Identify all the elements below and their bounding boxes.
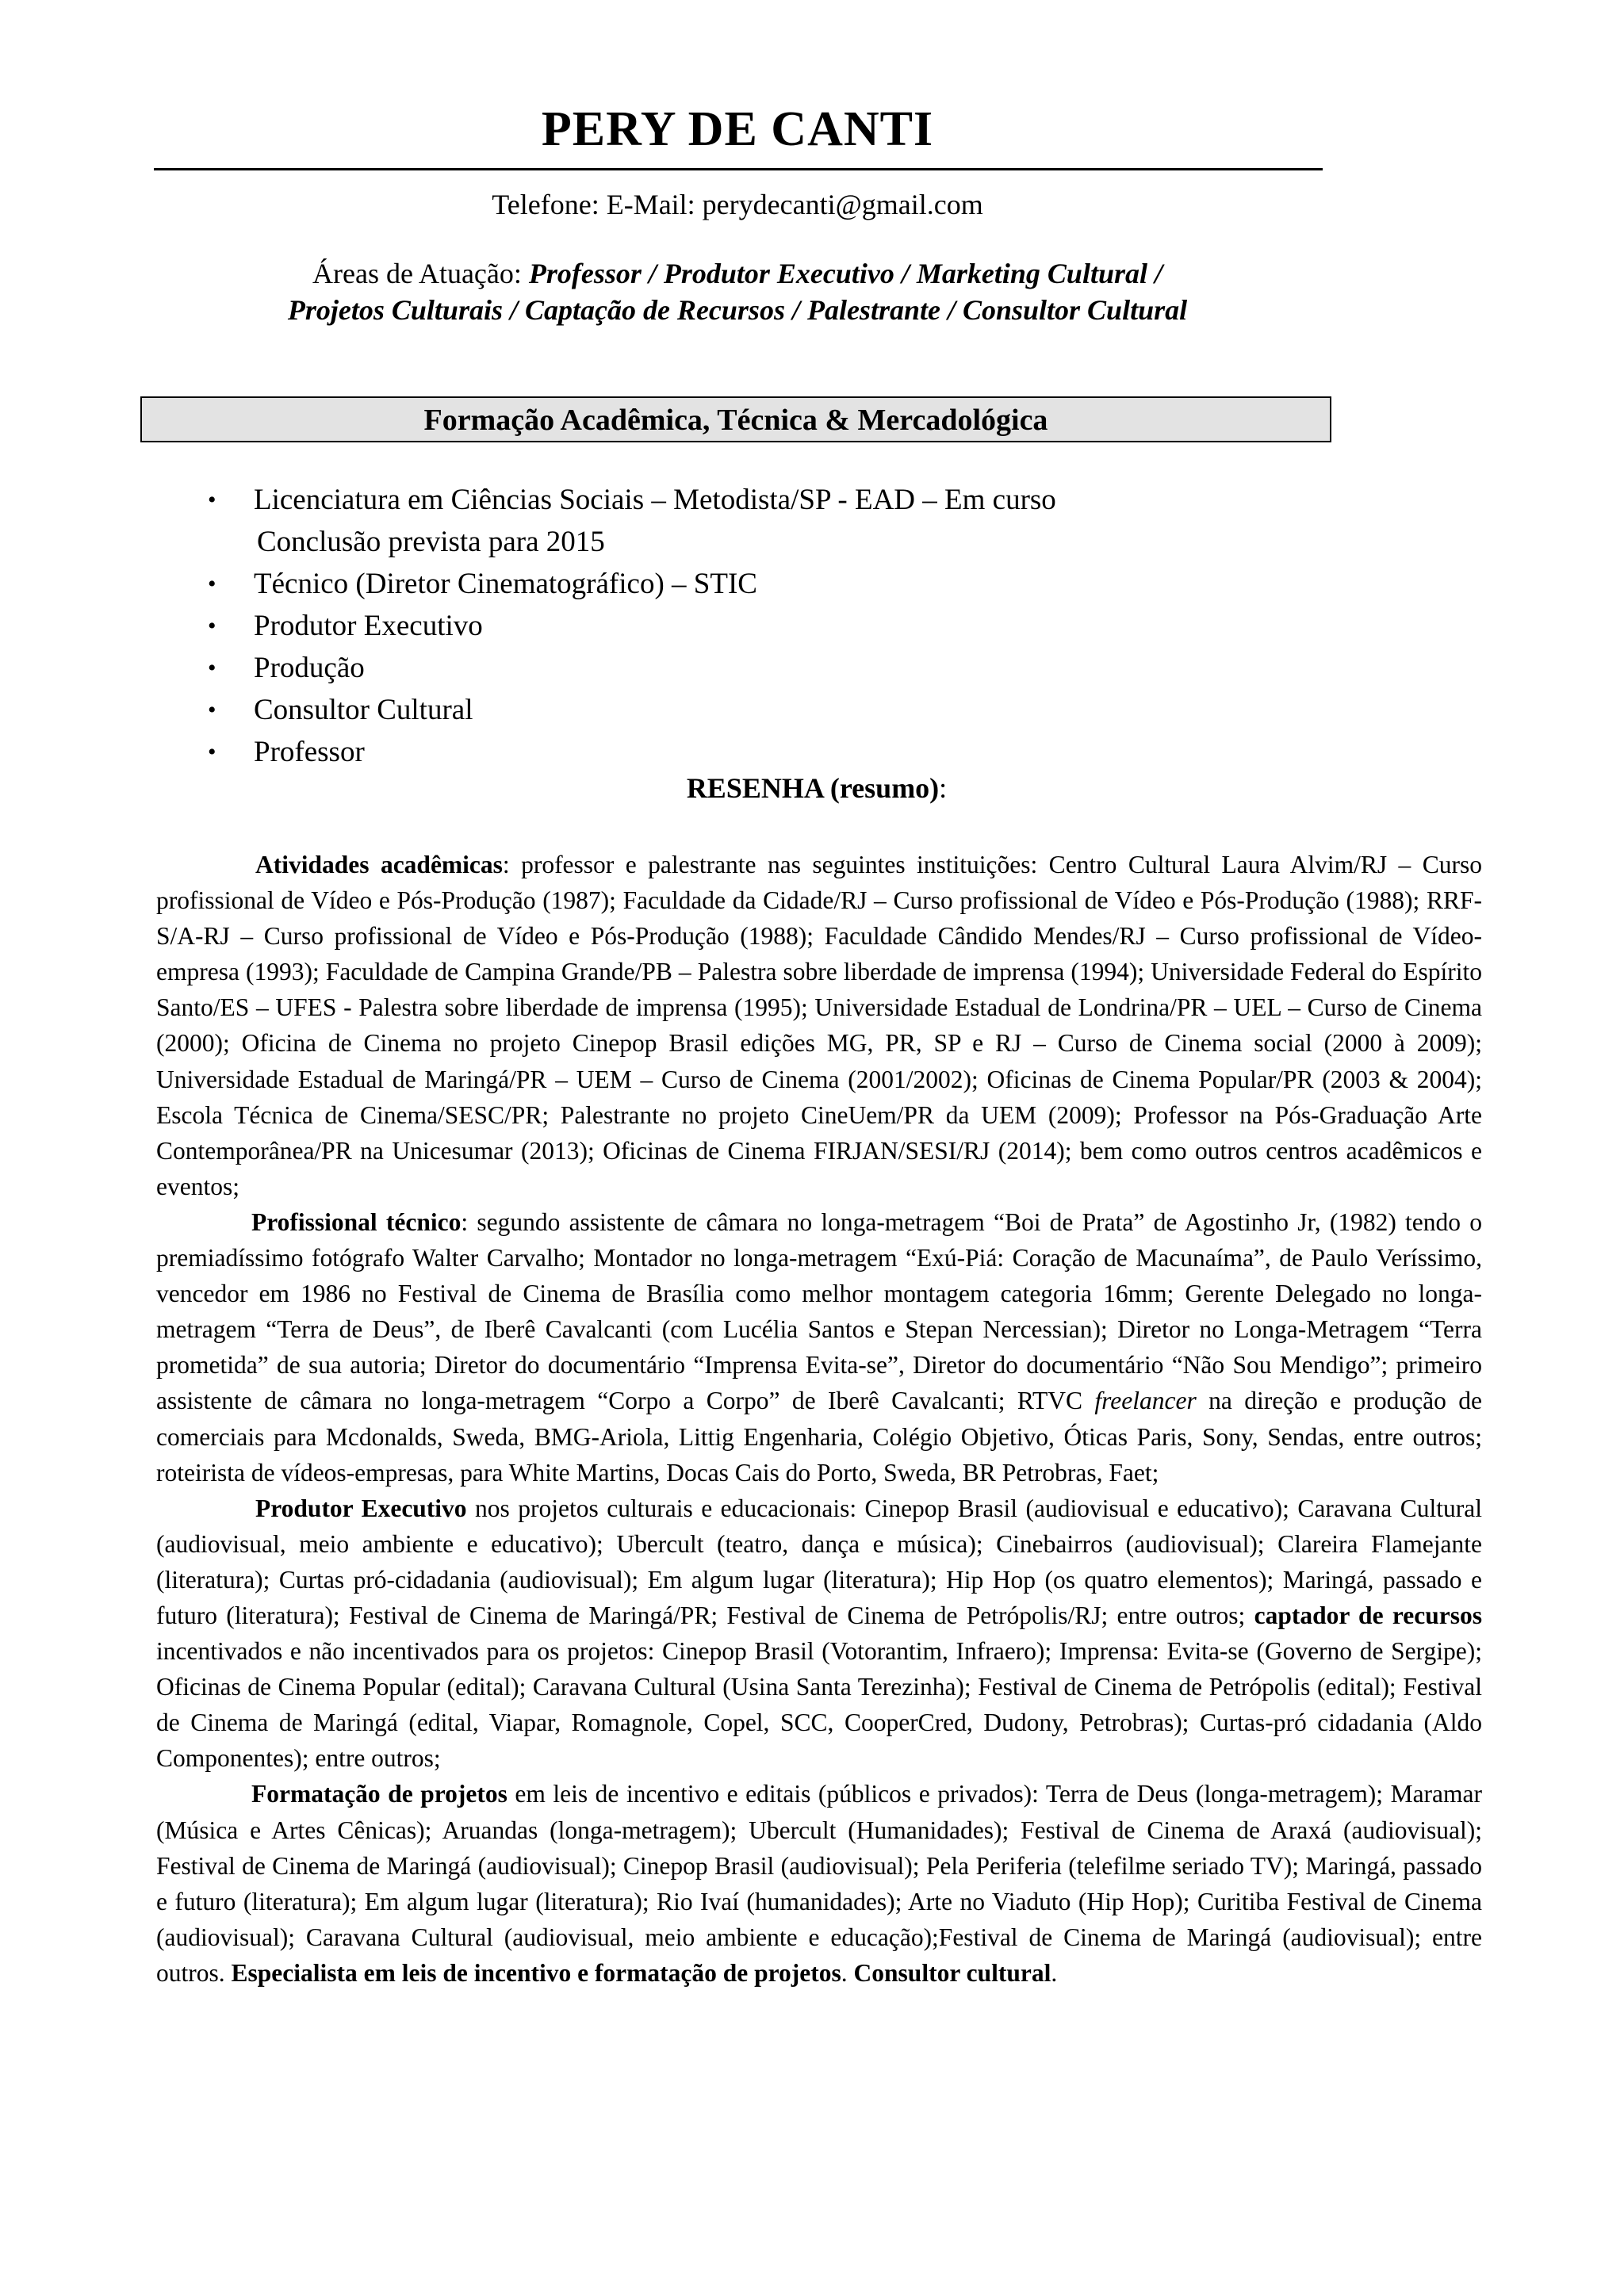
paragraph-lead: Formatação de projetos bbox=[251, 1780, 508, 1808]
bullet-icon: • bbox=[208, 655, 216, 681]
paragraph-text: incentivados e não incentivados para os projetos: Cinepop Brasil (Votorantim, Infraero); Imprensa: Evita-se (Governo de Sergipe); Oficinas de Cinema Popular (edital); Caravana Cultural (Usina Santa Terezinha); Festival de Cinema de Petrópolis (edital); Festival de Cinema de Maringá (edital, Viapar, Romagnole, Copel, SCC, CooperCred, Dudony, Petrobras); Curtas-pró cidadania (Aldo Componentes); entre outros; bbox=[156, 1637, 1482, 1773]
areas-list-line1: Professor / Produtor Executivo / Marketing Cultural / bbox=[528, 258, 1162, 289]
bullet-icon: • bbox=[208, 739, 216, 765]
list-item bbox=[208, 689, 1056, 731]
bullet-icon: • bbox=[208, 487, 216, 513]
list-item bbox=[208, 605, 1056, 647]
resenha-heading bbox=[152, 767, 1481, 809]
paragraph-projects bbox=[156, 1776, 1482, 1991]
list-item-label: Produção bbox=[254, 652, 365, 684]
bullet-icon: • bbox=[208, 571, 216, 597]
contact-line: Telefone: E-Mail: perydecanti@gmail.com bbox=[492, 189, 983, 220]
areas-list-line2: Projetos Culturais / Captação de Recursos / Palestrante / Consultor Cultural bbox=[287, 294, 1188, 326]
resenha-title: RESENHA (resumo) bbox=[686, 772, 940, 804]
list-item bbox=[208, 563, 1056, 605]
list-item bbox=[208, 647, 1056, 689]
list-item bbox=[208, 479, 1056, 563]
paragraph-bold: captador de recursos bbox=[1254, 1601, 1482, 1629]
paragraph-bold: Consultor cultural bbox=[853, 1958, 1051, 1987]
resume-name: PERY DE CANTI bbox=[541, 102, 934, 156]
list-item-label: Técnico (Diretor Cinematográfico) – STIC bbox=[254, 568, 757, 600]
list-item-label: Consultor Cultural bbox=[254, 694, 473, 726]
paragraph-executive bbox=[156, 1490, 1482, 1777]
paragraph-text: : professor e palestrante nas seguintes instituições: Centro Cultural Laura Alvim/RJ – Curso profissional de Vídeo e Pós-Produção (1987); Faculdade da Cidade/RJ – Curso profissional de Vídeo e Pós-Produção (1988); RRF-S/A-RJ – Curso profissional de Vídeo e Pós-Produção (1988); Faculdade Cândido Mendes/RJ – Curso profissional de Vídeo-empresa (1993); Faculdade de Campina Grande/PB – Palestra sobre liberdade de imprensa (1994); Universidade Federal do Espírito Santo/ES – UFES - Palestra sobre liberdade de imprensa (1995); Universidade Estadual de Londrina/PR – UEL – Curso de Cinema (2000); Oficina de Cinema no projeto Cinepop Brasil edições MG, PR, SP e RJ – Curso de Cinema social (2000 à 2009); Universidade Estadual de Maringá/PR – UEM – Curso de Cinema (2001/2002); Oficinas de Cinema Popular/PR (2003 & 2004); Escola Técnica de Cinema/SESC/PR; Palestrante no projeto CineUem/PR da UEM (2009); Professor na Pós-Graduação Arte Contemporânea/PR na Unicesumar (2013); Oficinas de Cinema FIRJAN/SESI/RJ (2014); bem como outros centros acadêmicos e eventos; bbox=[156, 851, 1482, 1200]
paragraph-lead: Produtor Executivo bbox=[255, 1494, 467, 1522]
header-divider bbox=[154, 168, 1323, 170]
paragraph-lead: Profissional técnico bbox=[251, 1207, 462, 1236]
resume-body bbox=[156, 847, 1482, 1991]
formation-list bbox=[208, 479, 1056, 773]
paragraph-text: nos projetos culturais e educacionais: Cinepop Brasil (audiovisual e educativo); Caravana Cultural (audiovisual, meio ambiente e educativo); Ubercult (teatro, dança e música); Cinebairros (audiovisual); Clareira Flamejante (literatura); Curtas pró-cidadania (audiovisual); Em algum lugar (literatura); Hip Hop (os quatro elementos); Maringá, passado e futuro (literatura); Festival de Cinema de Maringá/PR; Festival de Cinema de Petrópolis/RJ; entre outros; bbox=[156, 1494, 1482, 1629]
areas-of-activity bbox=[152, 255, 1323, 328]
list-item-sub: Conclusão prevista para 2015 bbox=[257, 526, 605, 558]
paragraph-text: : segundo assistente de câmara no longa-metragem “Boi de Prata” de Agostinho Jr, (1982) tendo o premiadíssimo fotógrafo Walter Carvalho; Montador no longa-metragem “Exú-Piá: Coração de Macunaíma”, de Paulo Veríssimo, vencedor em 1986 no Festival de Cinema de Brasília como melhor montagem categoria 16mm; Gerente Delegado no longa-metragem “Terra de Deus”, de Iberê Cavalcanti (com Lucélia Santos e Stepan Nercessian); Diretor no Longa-Metragem “Terra prometida” de sua autoria; Diretor do documentário “Imprensa Evita-se”, Diretor do documentário “Não Sou Mendigo”; primeiro assistente de câmara no longa-metragem “Corpo a Corpo” de Iberê Cavalcanti; RTVC bbox=[156, 1207, 1483, 1415]
bullet-icon: • bbox=[208, 613, 216, 639]
section-heading-formation: Formação Acadêmica, Técnica & Mercadológica bbox=[140, 396, 1331, 442]
paragraph-academic bbox=[156, 847, 1482, 1204]
paragraph-text: em leis de incentivo e editais (públicos e privados): Terra de Deus (longa-metragem); Maramar (Música e Artes Cênicas); Aruandas (longa-metragem); Ubercult (Humanidades); Festival de Cinema de Araxá (audiovisual); Festival de Cinema de Maringá (audiovisual); Cinepop Brasil (audiovisual); Pela Periferia (telefilme seriado TV); Maringá, passado e futuro (literatura); Em algum lugar (literatura); Rio Ivaí (humanidades); Arte no Viaduto (Hip Hop); Curitiba Festival de Cinema (audiovisual); Caravana Cultural (audiovisual, meio ambiente e educação);Festival de Cinema de Maringá (audiovisual); entre outros. bbox=[156, 1780, 1482, 1987]
paragraph-bold: Especialista em leis de incentivo e formatação de projetos bbox=[231, 1958, 841, 1987]
paragraph-text: na direção e produção de comerciais para Mcdonalds, Sweda, BMG-Ariola, Littig Engenharia, Colégio Objetivo, Óticas Paris, Sony, Sendas, entre outros; roteirista de vídeos-empresas, para White Martins, Docas Cais do Porto, Sweda, BR Petrobras, Faet; bbox=[156, 1387, 1482, 1487]
list-item-label: Licenciatura em Ciências Sociais – Metodista/SP - EAD – Em curso bbox=[254, 484, 1056, 516]
resenha-colon: : bbox=[939, 772, 948, 804]
bullet-icon: • bbox=[208, 697, 216, 723]
paragraph-text: . bbox=[841, 1958, 854, 1987]
paragraph-italic: freelancer bbox=[1094, 1387, 1197, 1415]
list-item-label: Produtor Executivo bbox=[254, 610, 483, 642]
paragraph-lead: Atividades acadêmicas bbox=[255, 851, 503, 878]
areas-label: Áreas de Atuação: bbox=[312, 258, 529, 289]
paragraph-text: . bbox=[1051, 1958, 1058, 1987]
list-item-label: Professor bbox=[254, 736, 365, 768]
paragraph-technical bbox=[156, 1204, 1482, 1490]
